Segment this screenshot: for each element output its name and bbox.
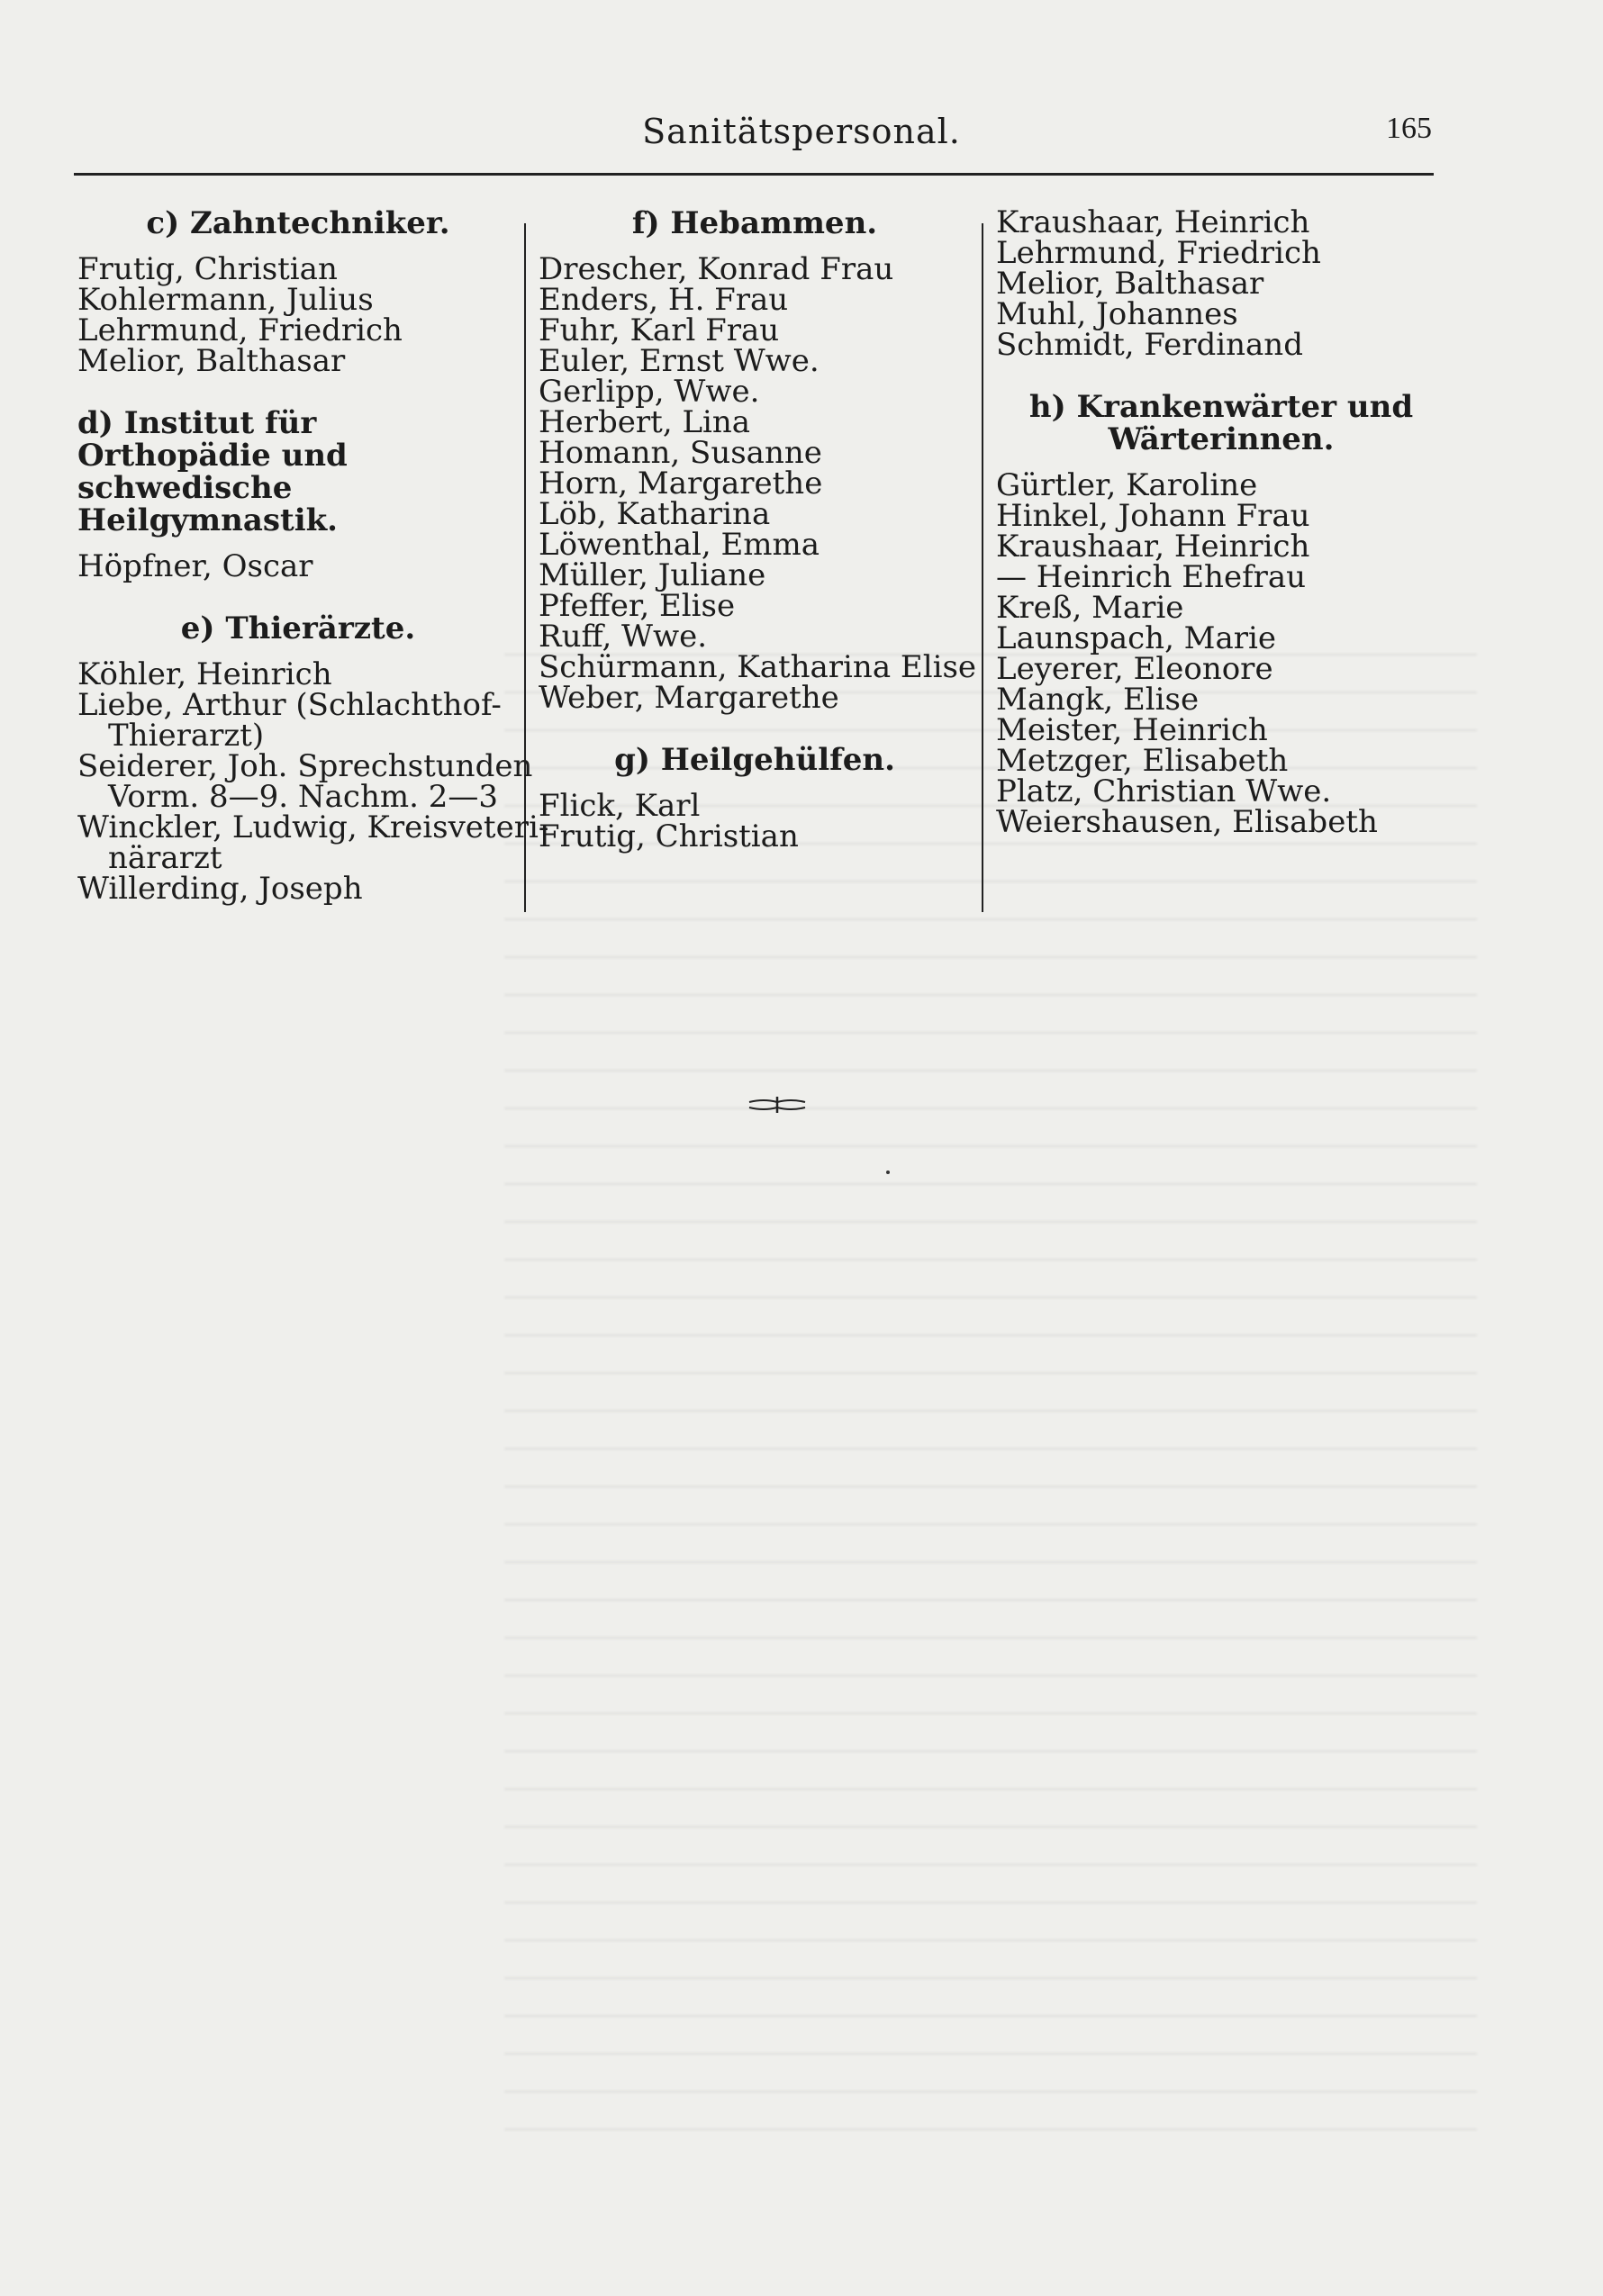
list-item: Flick, Karl <box>539 788 701 824</box>
section-heading-krankenwaerter-line1: h) Krankenwärter und <box>1028 389 1414 425</box>
list-item: — Heinrich Ehefrau <box>996 559 1307 595</box>
list-item: Platz, Christian Wwe. <box>996 773 1332 809</box>
header-rule <box>74 173 1434 176</box>
list-item: Müller, Juliane <box>539 557 766 593</box>
list-item: Drescher, Konrad Frau <box>539 251 894 287</box>
list-item: Enders, H. Frau <box>539 282 789 318</box>
list-item: Fuhr, Karl Frau <box>539 312 780 348</box>
list-item: Kraushaar, Heinrich <box>996 204 1310 240</box>
list-item: Willerding, Joseph <box>77 871 363 907</box>
list-item: Löb, Katharina <box>539 496 771 532</box>
list-item: Metzger, Elisabeth <box>996 743 1289 779</box>
list-item: Herbert, Lina <box>539 404 751 440</box>
list-item: Melior, Balthasar <box>77 343 346 379</box>
section-heading-krankenwaerter-line2: Wärterinnen. <box>1108 421 1335 457</box>
section-heading-thieraerzte: e) Thierärzte. <box>180 610 416 646</box>
list-item: Weiershausen, Elisabeth <box>996 804 1378 840</box>
list-item: Meister, Heinrich <box>996 712 1268 748</box>
list-item: Kreß, Marie <box>996 590 1184 626</box>
list-item: Löwenthal, Emma <box>539 527 820 563</box>
section-heading-orthopaedie-line1: d) Institut für Orthopädie und <box>77 405 348 474</box>
list-item: Höpfner, Oscar <box>77 548 313 584</box>
list-item: Ruff, Wwe. <box>539 619 708 655</box>
list-item: Frutig, Christian <box>539 818 799 854</box>
section-heading-zahntechniker: c) Zahntechniker. <box>146 205 450 241</box>
list-item: Winckler, Ludwig, Kreisveteri- <box>77 809 549 845</box>
list-item: Lehrmund, Friedrich <box>996 235 1321 271</box>
list-item: Köhler, Heinrich <box>77 656 332 692</box>
section-heading-orthopaedie-line2: schwedische Heilgymnastik. <box>77 470 338 538</box>
end-ornament-icon <box>747 1095 807 1115</box>
section-heading-hebammen: f) Hebammen. <box>631 205 878 241</box>
list-item: Muhl, Johannes <box>996 296 1238 332</box>
list-item-continuation: Vorm. 8—9. Nachm. 2—3 <box>108 779 498 815</box>
list-item: Euler, Ernst Wwe. <box>539 343 820 379</box>
list-item: Schmidt, Ferdinand <box>996 327 1303 363</box>
column-divider-2 <box>982 223 983 912</box>
list-item: Melior, Balthasar <box>996 266 1264 302</box>
list-item-continuation: närarzt <box>108 840 222 876</box>
list-item: Launspach, Marie <box>996 620 1277 656</box>
list-item: Liebe, Arthur (Schlachthof- <box>77 687 502 723</box>
column-2 <box>539 205 977 854</box>
list-item: Pfeffer, Elise <box>539 588 736 624</box>
list-item: Lehrmund, Friedrich <box>77 312 403 348</box>
list-item: Horn, Margarethe <box>539 466 823 502</box>
list-item: Gerlipp, Wwe. <box>539 374 760 410</box>
list-item: Frutig, Christian <box>77 251 338 287</box>
list-item: Kohlermann, Julius <box>77 282 374 318</box>
page-title: Sanitätspersonal. <box>642 112 961 151</box>
list-item: Gürtler, Karoline <box>996 467 1258 503</box>
list-item: Mangk, Elise <box>996 682 1200 718</box>
list-item-continuation: Thierarzt) <box>108 718 265 754</box>
list-item: Kraushaar, Heinrich <box>996 529 1310 565</box>
list-item: Hinkel, Johann Frau <box>996 498 1310 534</box>
list-item: Schürmann, Katharina Elise <box>539 649 977 685</box>
page-number: 165 <box>1386 112 1432 145</box>
ink-dot <box>886 1171 890 1174</box>
column-1 <box>77 205 549 907</box>
list-item: Seiderer, Joh. Sprechstunden <box>77 748 533 784</box>
list-item: Leyerer, Eleonore <box>996 651 1273 687</box>
column-3 <box>996 204 1446 840</box>
bleed-through-texture <box>504 630 1477 2161</box>
section-heading-heilgehuelfen: g) Heilgehülfen. <box>614 742 895 778</box>
list-item: Weber, Margarethe <box>539 680 839 716</box>
list-item: Homann, Susanne <box>539 435 822 471</box>
